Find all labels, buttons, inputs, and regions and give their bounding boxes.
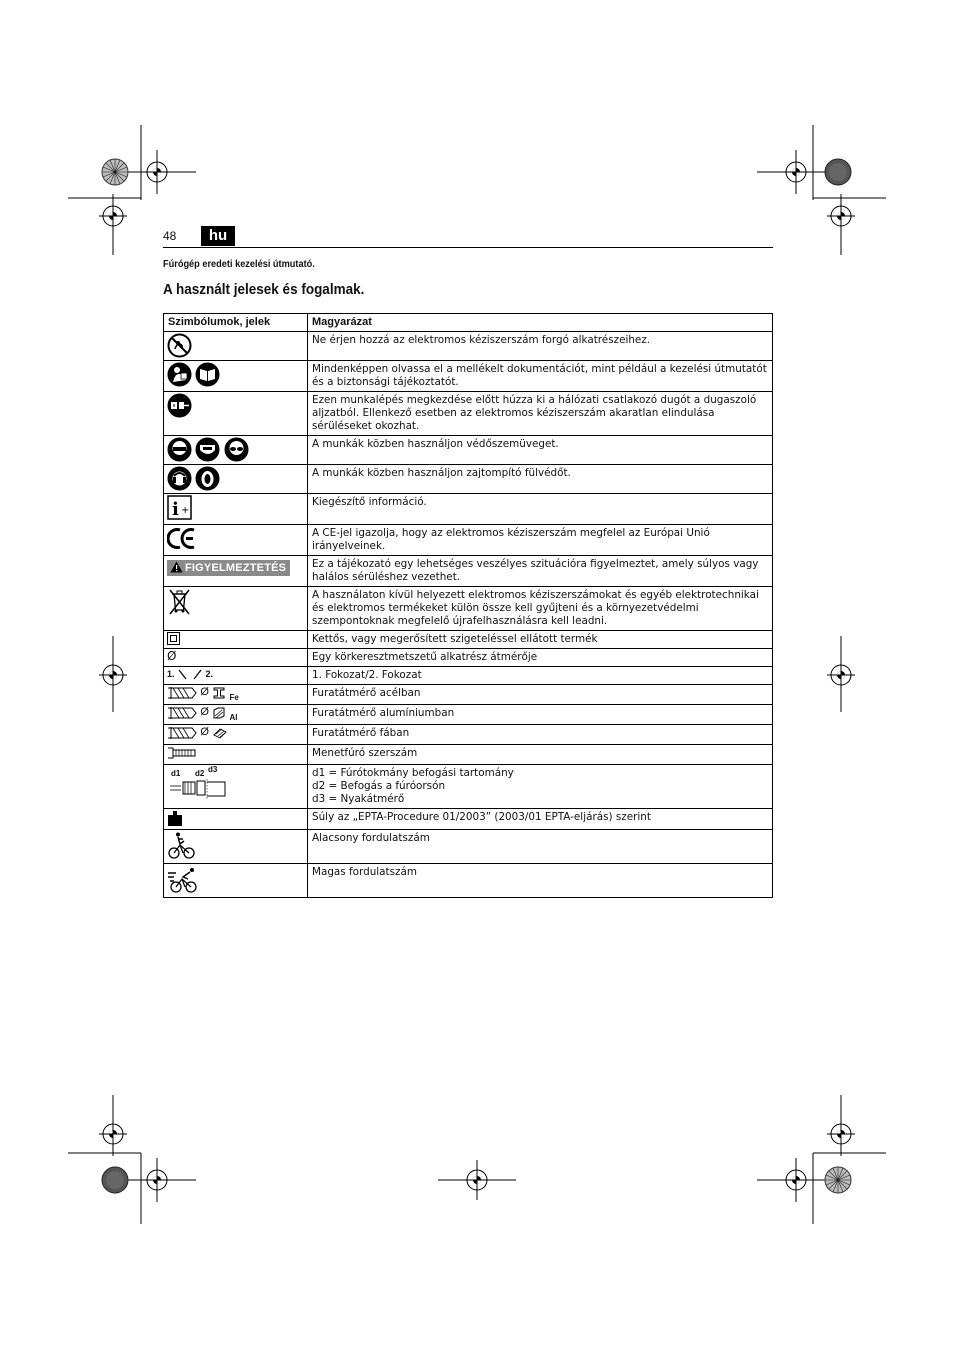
face-shield-icon xyxy=(195,437,220,462)
svg-text:+: + xyxy=(181,505,190,516)
d3-label: d3 xyxy=(208,765,218,774)
d2-label: d2 xyxy=(195,769,205,778)
table-row xyxy=(164,436,773,465)
open-book-icon xyxy=(195,362,220,387)
symbol-cell xyxy=(164,361,308,392)
explanation-cell: Furatátmérő acélban xyxy=(308,685,773,705)
symbol-cell xyxy=(164,765,308,809)
table-row xyxy=(164,667,773,685)
drill-bit-icon xyxy=(167,706,197,720)
explanation-cell: A használaton kívül helyezett elektromos kéziszerszámokat és egyéb elektrotechnikai és elektromos termékeket külön össze kell gyűjteni és a környezetvédelmi szempontoknak megfelelő újrafelhasználásra kell leadni. xyxy=(308,587,773,631)
symbol-cell xyxy=(164,705,308,725)
explanation-cell: Alacsony fordulatszám xyxy=(308,830,773,864)
table-row xyxy=(164,494,773,525)
tap-tool-icon xyxy=(167,746,197,760)
diameter-symbol: Ø xyxy=(200,686,209,698)
table-row xyxy=(164,649,773,667)
header-rule xyxy=(163,247,773,248)
ear-protection-2-icon xyxy=(195,466,220,491)
svg-text:i: i xyxy=(172,499,179,520)
table-row xyxy=(164,525,773,556)
symbol-cell xyxy=(164,725,308,745)
double-insulation-icon xyxy=(167,632,180,645)
symbol-cell xyxy=(164,864,308,898)
explanation-cell: Ez a tájékozató egy lehetséges veszélyes szituációra figyelmeztet, amely súlyos vagy halálos sérüléshez vezethet. xyxy=(308,556,773,587)
slow-bicycle-icon xyxy=(167,831,197,861)
explanation-cell xyxy=(308,765,773,809)
symbol-cell xyxy=(164,649,308,667)
goggles-icon xyxy=(224,437,249,462)
gear-stages-icon xyxy=(177,668,203,681)
symbol-cell xyxy=(164,494,308,525)
crossed-bin-icon xyxy=(167,588,192,616)
warning-badge xyxy=(167,560,290,576)
info-icon xyxy=(167,495,192,520)
chuck-line-d1: d1 = Fúrótokmány befogási tartomány xyxy=(312,767,514,779)
explanation-cell: Mindenképpen olvassa el a mellékelt dokumentációt, mint például a kezelési útmutatót és a biztonsági tájékoztatót. xyxy=(308,361,773,392)
explanation-cell: 1. Fokozat/2. Fokozat xyxy=(308,667,773,685)
drill-bit-icon xyxy=(167,686,197,700)
weight-icon xyxy=(167,810,183,826)
table-row xyxy=(164,465,773,494)
symbol-cell xyxy=(164,685,308,705)
table-row xyxy=(164,725,773,745)
steel-beam-icon xyxy=(212,686,226,700)
language-tab: hu xyxy=(201,226,235,246)
aluminium-icon xyxy=(212,706,226,720)
explanation-cell: Ne érjen hozzá az elektromos kéziszerszám forgó alkatrészeihez. xyxy=(308,332,773,361)
symbol-cell xyxy=(164,745,308,765)
explanation-cell: A CE-jel igazolja, hogy az elektromos kéziszerszám megfelel az Európai Unió irányelveinek. xyxy=(308,525,773,556)
table-row xyxy=(164,830,773,864)
symbol-cell xyxy=(164,667,308,685)
table-row xyxy=(164,392,773,436)
diameter-symbol: Ø xyxy=(200,706,209,718)
symbol-cell xyxy=(164,830,308,864)
material-fe-label: Fe xyxy=(229,693,239,702)
explanation-cell: Menetfúró szerszám xyxy=(308,745,773,765)
symbol-cell xyxy=(164,436,308,465)
table-row xyxy=(164,631,773,649)
header-explanation: Magyarázat xyxy=(308,314,773,332)
fast-bicycle-icon xyxy=(167,865,201,895)
diameter-symbol: Ø xyxy=(167,649,177,663)
warning-badge-label: FIGYELMEZTETÉS xyxy=(185,562,287,574)
chuck-line-d3: d3 = Nyakátmérő xyxy=(312,793,405,805)
header-symbols: Szimbólumok, jelek xyxy=(164,314,308,332)
do-not-touch-rotating-icon xyxy=(167,333,192,358)
symbol-cell xyxy=(164,465,308,494)
read-manual-icon xyxy=(167,362,192,387)
section-title: A használt jelesek és fogalmak. xyxy=(163,281,365,298)
symbols-table xyxy=(163,313,773,898)
ear-protection-icon xyxy=(167,466,192,491)
table-row xyxy=(164,864,773,898)
table-row xyxy=(164,685,773,705)
table-header-row xyxy=(164,314,773,332)
explanation-cell: Ezen munkalépés megkezdése előtt húzza ki a hálózati csatlakozó dugót a dugaszoló aljzatból. Ellenkező esetben az elektromos kéziszerszám akaratlan elindulása sérüléseket okozhat. xyxy=(308,392,773,436)
explanation-cell: Furatátmérő fában xyxy=(308,725,773,745)
warning-triangle-icon xyxy=(170,561,183,573)
explanation-cell: Súly az „EPTA-Procedure 01/2003” (2003/01 EPTA-eljárás) szerint xyxy=(308,809,773,830)
table-row xyxy=(164,361,773,392)
explanation-cell: A munkák közben használjon zajtompító fülvédőt. xyxy=(308,465,773,494)
diameter-symbol: Ø xyxy=(200,726,209,738)
symbol-cell xyxy=(164,631,308,649)
symbol-cell xyxy=(164,809,308,830)
symbol-cell xyxy=(164,392,308,436)
stage-2-label: 2. xyxy=(205,669,214,679)
table-row xyxy=(164,765,773,809)
stage-1-label: 1. xyxy=(167,669,175,679)
explanation-cell: Magas fordulatszám xyxy=(308,864,773,898)
explanation-cell: Kiegészítő információ. xyxy=(308,494,773,525)
safety-glasses-icon xyxy=(167,437,192,462)
explanation-cell: Furatátmérő alumíniumban xyxy=(308,705,773,725)
material-al-label: Al xyxy=(229,713,238,722)
symbol-cell xyxy=(164,587,308,631)
symbol-cell xyxy=(164,556,308,587)
table-row xyxy=(164,745,773,765)
table-row xyxy=(164,587,773,631)
symbol-cell xyxy=(164,332,308,361)
page-number: 48 xyxy=(163,229,177,243)
table-row xyxy=(164,556,773,587)
table-row xyxy=(164,705,773,725)
chuck-dimensions-icon xyxy=(167,766,237,806)
chuck-line-d2: d2 = Befogás a fúróorsón xyxy=(312,780,446,792)
chuck-drawing xyxy=(167,766,237,806)
explanation-cell: A munkák közben használjon védőszemüveget. xyxy=(308,436,773,465)
wood-icon xyxy=(212,726,228,740)
table-row xyxy=(164,809,773,830)
explanation-cell: Kettős, vagy megerősített szigeteléssel ellátott termék xyxy=(308,631,773,649)
d1-label: d1 xyxy=(171,769,181,778)
table-row xyxy=(164,332,773,361)
symbol-cell xyxy=(164,525,308,556)
explanation-cell: Egy körkeresztmetszetű alkatrész átmérője xyxy=(308,649,773,667)
unplug-icon xyxy=(167,393,192,418)
ce-mark-icon xyxy=(167,526,197,551)
drill-bit-icon xyxy=(167,726,197,740)
document-subtitle: Fúrógép eredeti kezelési útmutató. xyxy=(163,259,315,270)
